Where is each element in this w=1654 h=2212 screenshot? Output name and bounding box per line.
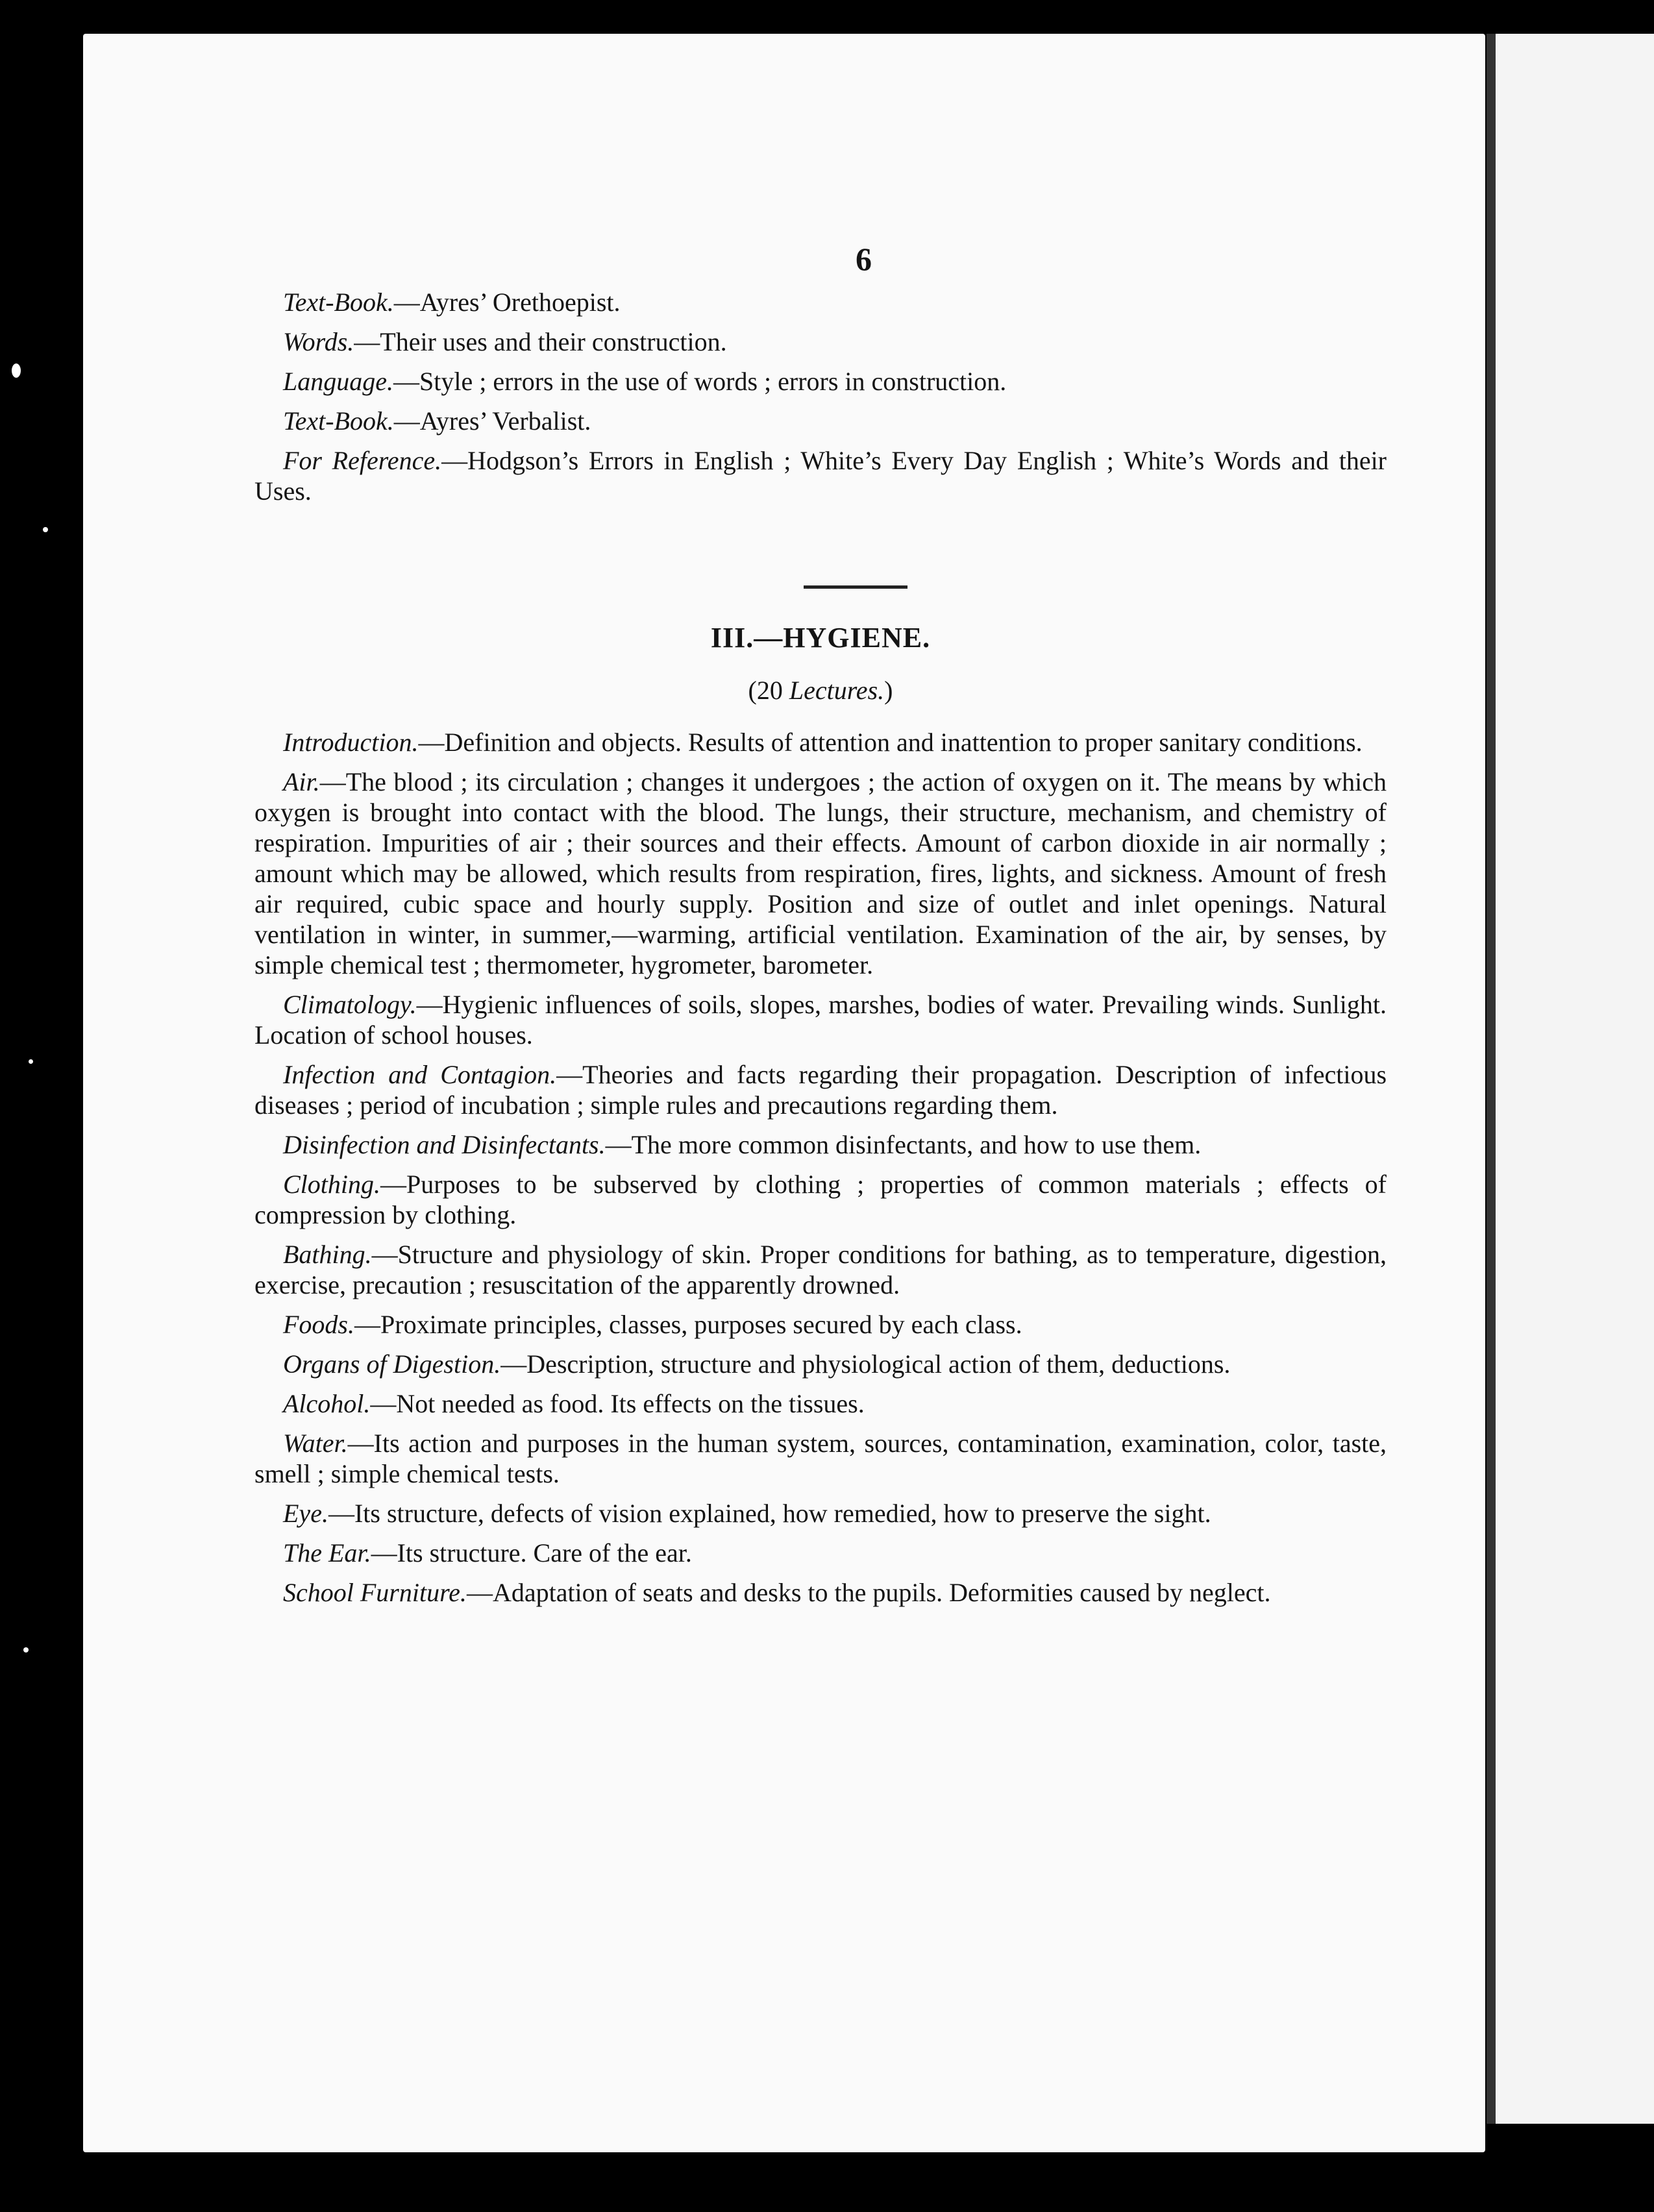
adjacent-page-edge <box>1487 34 1654 2124</box>
entry-alcohol <box>254 1388 1387 1419</box>
entry-label: Alcohol. <box>283 1389 371 1418</box>
entry-text: —Ayres’ Orethoepist. <box>393 288 621 317</box>
entry-label: Foods. <box>283 1310 354 1339</box>
entry-infection <box>254 1059 1387 1120</box>
entry-text: —Its structure, defects of vision explained, how remedied, how to preserve the sight. <box>328 1499 1211 1528</box>
entry-label: Clothing. <box>283 1170 381 1199</box>
entry-bathing <box>254 1239 1387 1300</box>
entry-eye <box>254 1498 1387 1529</box>
entry-label: Disinfection and Disinfectants. <box>283 1130 606 1159</box>
entry-text: —The blood ; its circulation ; changes it undergoes ; the action of oxygen on it. The means by which oxygen is brought into contact with the blood. The lungs, their structure, mechanism, and chemistry of respiration. Impurities of air ; their sources and their effects. Amount of carbon dioxide in air normally ; amount which may be allowed, which results from respiration, fires, lights, and sickness. Amount of fresh air required, cubic space and hourly supply. Position and size of outlet and inlet openings. Natural ventilation in winter, in summer,—warming, artificial ventilation. Examination of the air, by senses, by simple chemical test ; thermometer, hygrometer, barometer. <box>254 767 1387 979</box>
entry-words <box>254 326 1387 357</box>
entry-label: The Ear. <box>283 1538 371 1567</box>
entry-introduction <box>254 727 1387 757</box>
entry-foods <box>254 1309 1387 1340</box>
entry-text: —The more common disinfectants, and how to use them. <box>605 1130 1202 1159</box>
entry-text: —Structure and physiology of skin. Proper conditions for bathing, as to temperature, digestion, exercise, precaution ; resuscitation of the apparently drowned. <box>254 1240 1387 1299</box>
entry-label: Air. <box>283 767 320 796</box>
entry-label: Introduction. <box>283 728 419 757</box>
page-number: 6 <box>856 241 872 277</box>
entry-text-book-2 <box>254 406 1387 436</box>
entry-label: Water. <box>283 1429 348 1458</box>
scan-speck <box>29 1059 33 1064</box>
entry-text: —Their uses and their construction. <box>354 327 727 356</box>
entry-organs-of-digestion <box>254 1349 1387 1379</box>
hygiene-entries <box>254 727 1387 1608</box>
section-divider <box>804 585 907 589</box>
entry-disinfection <box>254 1129 1387 1160</box>
entry-label: Climatology. <box>283 990 417 1019</box>
entry-label: School Furniture. <box>283 1578 467 1607</box>
entry-text: —Description, structure and physiological action of them, deductions. <box>500 1349 1231 1379</box>
entry-label: Text-Book. <box>283 288 394 317</box>
scan-speck <box>23 1647 29 1653</box>
entry-label: For Reference. <box>283 446 442 475</box>
entry-school-furniture <box>254 1577 1387 1608</box>
entry-label: Infection and Contagion. <box>283 1060 557 1089</box>
entry-label: Words. <box>283 327 354 356</box>
entry-the-ear <box>254 1538 1387 1568</box>
entry-label: Bathing. <box>283 1240 372 1269</box>
entry-text: —Ayres’ Verbalist. <box>393 406 591 436</box>
subtitle-close: ) <box>884 676 893 705</box>
entry-text: —Hygienic influences of soils, slopes, marshes, bodies of water. Prevailing winds. Sunlight. Location of school houses. <box>254 990 1387 1050</box>
entry-text: —Definition and objects. Results of attention and inattention to proper sanitary conditions. <box>418 728 1363 757</box>
scan-speck <box>12 363 21 378</box>
entry-text-book-1 <box>254 287 1387 317</box>
entry-label: Eye. <box>283 1499 328 1528</box>
entry-label: Text-Book. <box>283 406 394 436</box>
section-title: III.—HYGIENE. <box>710 622 931 654</box>
section-subtitle <box>254 675 1387 706</box>
entry-clothing <box>254 1169 1387 1230</box>
subtitle-lectures: Lectures. <box>789 676 885 705</box>
entry-text: —Its structure. Care of the ear. <box>371 1538 692 1567</box>
entry-text: —Hodgson’s Errors in English ; White’s Every Day English ; White’s Words and their Uses. <box>254 446 1387 506</box>
entry-climatology <box>254 989 1387 1050</box>
document-page <box>83 34 1485 2152</box>
entry-text: —Proximate principles, classes, purposes secured by each class. <box>354 1310 1022 1339</box>
entry-air <box>254 767 1387 980</box>
entry-text: —Adaptation of seats and desks to the pupils. Deformities caused by neglect. <box>466 1578 1271 1607</box>
entry-text: —Style ; errors in the use of words ; errors in construction. <box>393 367 1007 396</box>
top-entries <box>254 287 1387 506</box>
entry-text: —Purposes to be subserved by clothing ; properties of common materials ; effects of compression by clothing. <box>254 1170 1387 1229</box>
entry-language <box>254 366 1387 397</box>
entry-text: —Theories and facts regarding their propagation. Description of infectious diseases ; period of incubation ; simple rules and precautions regarding them. <box>254 1060 1387 1120</box>
entry-water <box>254 1428 1387 1489</box>
entry-text: —Not needed as food. Its effects on the tissues. <box>370 1389 865 1418</box>
entry-for-reference <box>254 445 1387 506</box>
entry-text: —Its action and purposes in the human system, sources, contamination, examination, color, taste, smell ; simple chemical tests. <box>254 1429 1387 1488</box>
entry-label: Organs of Digestion. <box>283 1349 501 1379</box>
scan-speck <box>43 527 48 532</box>
subtitle-open: (20 <box>748 676 789 705</box>
entry-label: Language. <box>283 367 393 396</box>
